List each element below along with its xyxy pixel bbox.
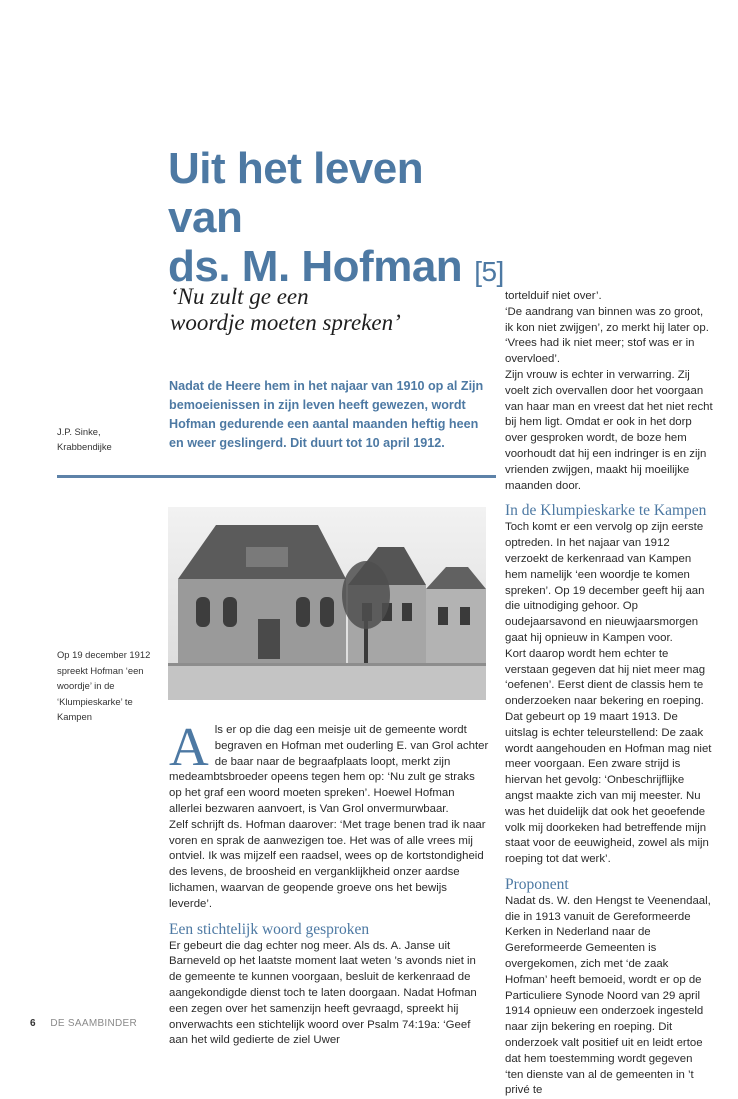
body-paragraph: Zelf schrijft ds. Hofman daarover: ‘Met trage benen trad ik naar voren en sprak de aanwezigen toe. Het was of alle vrees mij ontviel. Ik was mijzelf een raadsel, wees op de kortstondigheid des levens, de broosheid en verganklijkheid onzer aardse lichamen, waarvan de geopende groeve ons het bewijs leverde’. — [169, 818, 486, 910]
magazine-name: DE SAAMBINDER — [50, 1018, 138, 1029]
photo-caption: Op 19 december 1912 spreekt Hofman ‘een woordje’ in de ‘Klumpieskarke’ te Kampen — [57, 649, 151, 722]
church-photo — [168, 507, 486, 700]
church-window — [296, 597, 310, 627]
body-paragraph: Er gebeurt die dag echter nog meer. Als ds. A. Janse uit Barneveld op het laatste moment laat weten ’s avonds niet in de gemeente te kunnen voorgaan, besluit de kerkenraad de aangekondigde dienst toch te laten doorgaan. Nadat Hofman een zegen over het samenzijn heeft gevraagd, spreekt hij onverwachts een stichtelijk woord over Psalm 74:19a: ‘Geef aan het wild gedierte de ziel Uwer — [169, 939, 477, 1047]
page-number: 6 — [30, 1018, 36, 1029]
church-door — [258, 619, 280, 659]
house-window — [438, 607, 448, 625]
street — [168, 663, 486, 700]
article-subtitle — [170, 284, 490, 336]
author-location: Krabbendijke — [57, 441, 112, 452]
body-paragraph: Zijn vrouw is echter in verwarring. Zij voelt zich overvallen door het voorgaan van haar man en vreest dat het niet recht bij hem ligt. Omdat er ook in het dorp over gesproken wordt, de boze hem voorhoudt dat hij een indringer is en zijn vrienden zwijgen, maakt hij moeilijke maanden door. — [505, 368, 713, 492]
subtitle-line-2: woordje moeten spreken’ — [170, 310, 401, 335]
body-column-left — [169, 716, 489, 1049]
house-window — [460, 607, 470, 625]
author-credit — [57, 424, 157, 454]
church-window — [196, 597, 210, 627]
author-name: J.P. Sinke, — [57, 426, 101, 437]
drop-cap: A — [169, 716, 209, 777]
body-column-right — [505, 289, 713, 1099]
body-paragraph: ls er op die dag een meisje uit de gemeente wordt begraven en Hofman met ouderling E. van Grol achter de baar naar de begraafplaats loopt, merkt zijn medeambtsbroeder opeens tegen hem op: ‘Nu zult ge straks op het graf een woord moeten spreken’. Hoewel Hofman allerlei bezwaren aanvoert, is Van Grol onvermurwbaar. — [169, 724, 489, 815]
church-window — [320, 597, 334, 627]
subtitle-line-1: ‘Nu zult ge een — [170, 284, 309, 309]
body-paragraph: ‘De aandrang van binnen was zo groot, ik kon niet zwijgen’, zo merkt hij later op. ‘Vrees had ik niet meer; stof was er in overvloed’. — [505, 305, 709, 366]
part-number: [5] — [474, 256, 504, 287]
church-window — [223, 597, 237, 627]
body-paragraph: tortelduif niet over’. — [505, 290, 602, 302]
body-paragraph: Toch komt er een vervolg op zijn eerste optreden. In het najaar van 1912 verzoekt de kerkenraad van Kampen hem namelijk ‘een woordje te komen spreken’. Op 19 december geeft hij aan die uitnodiging gehoor. Op oudejaarsavond en nieuwjaarsmorgen gaat hij opnieuw in Kampen voor. — [505, 521, 705, 644]
lead-paragraph: Nadat de Heere hem in het najaar van 1910 op al Zijn bemoeienissen in zijn leven heeft gewezen, wordt Hofman gedurende een aantal maanden heftig heen en weer geslingerd. Dit duurt tot 10 april 1912. — [169, 379, 484, 450]
body-paragraph: Kort daarop wordt hem echter te verstaan gegeven dat hij niet meer mag ‘oefenen’. Eerst dient de classis hem te onderzoeken naar bekering en roeping. Dat gebeurt op 19 maart 1913. De uitslag is echter teleurstellend: De zaak wordt aangehouden en Hofman mag niet meer voorgaan. Een zware strijd is hiervan het gevolg: ‘Onbeschrijflijke angst maakte zich van mij meester. Nu was het duidelijk dat ook het geoefende volk mij doorkeken had betreffende mijn staat voor de eeuwigheid, zowel als mijn roeping tot dat werk’. — [505, 647, 712, 866]
title-line-2-text: ds. M. Hofman — [168, 242, 463, 291]
house-window — [402, 603, 412, 621]
section-heading: Een stichtelijk woord gesproken — [169, 920, 370, 938]
divider-rule — [57, 475, 496, 478]
page-footer — [30, 1018, 137, 1029]
article-title — [168, 144, 508, 296]
title-line-1: Uit het leven van — [168, 144, 424, 242]
tree-crown — [342, 561, 390, 629]
body-paragraph: Nadat ds. W. den Hengst te Veenendaal, die in 1913 vanuit de Gereformeerde Kerken in Nederland naar de Gereformeerde Gemeenten is overgekomen, zich met ‘de zaak Hofman’ heeft bemoeid, wordt er op de Particuliere Synode Noord van 29 april 1914 opnieuw een onderzoek ingesteld naar zijn bekering en roeping. Dit onderzoek valt positief uit en leidt ertoe dat hem toestemming wordt gegeven ‘ten dienste van al de gemeenten in ’t privé te — [505, 894, 711, 1097]
section-heading: In de Klumpieskarke te Kampen — [505, 502, 707, 520]
church-dormer — [246, 547, 288, 567]
section-heading: Proponent — [505, 875, 569, 893]
house-facade — [426, 589, 486, 663]
street-edge — [168, 663, 486, 666]
